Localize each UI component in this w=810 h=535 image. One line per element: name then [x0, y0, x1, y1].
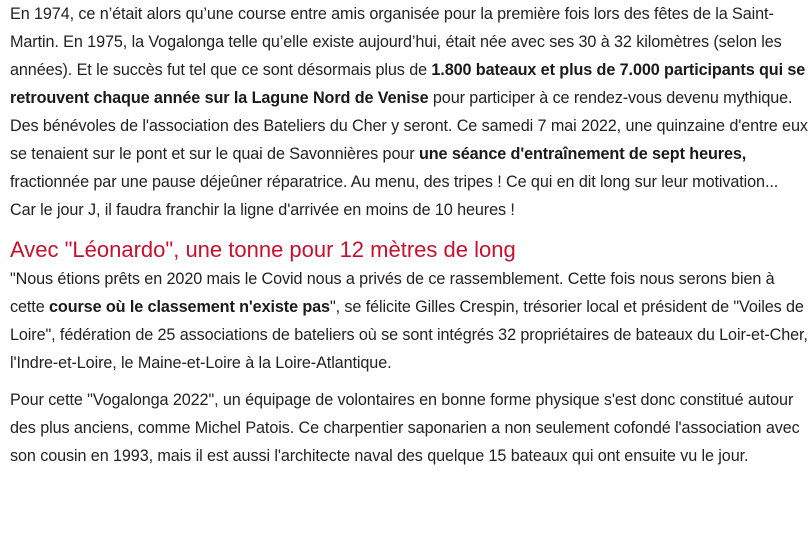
paragraph-volunteers-bold: une séance d'entraînement de sept heures,	[418, 145, 747, 163]
paragraph-quote	[10, 265, 808, 377]
paragraph-quote-text-2: ", se félicite Gilles Crespin, trésorier local et président de "Voiles de Loire", fédération de 25 associations de bateliers où se sont intégrés 32 propriétaires de bateaux du Loir-et-Cher, l'Indre-et-Loire, le Maine-et-Loire à la Loire-Atlantique.	[10, 298, 808, 372]
paragraph-volunteers-text-2: fractionnée par une pause déjeûner réparatrice. Au menu, des tripes ! Ce qui en dit long sur leur motivation... Car le jour J, il faudra franchir la ligne d'arrivée en moins de 10 heures !	[10, 173, 779, 219]
paragraph-quote-text-1: "Nous étions prêts en 2020 mais le Covid nous a privés de ce rassemblement. Cette fois nous serons bien à cette	[10, 270, 775, 316]
paragraph-quote-bold: course où le classement n'existe pas	[49, 298, 330, 316]
paragraph-volunteers	[10, 112, 808, 224]
paragraph-volunteers-text-1: Des bénévoles de l'association des Bateliers du Cher y seront. Ce samedi 7 mai 2022, une quinzaine d'entre eux se tenaient sur le pont et sur le quai de Savonnières pour	[10, 117, 808, 163]
paragraph-history-text-1: En 1974, ce n’était alors qu’une course entre amis organisée pour la première fois lors des fêtes de la Saint-Martin. En 1975, la Vogalonga telle qu’elle existe aujourd’hui, était née avec ses 30 à 32 kilomètres (selon les années). Et le succès fut tel que ce sont désormais plus de	[10, 5, 782, 79]
paragraph-history-bold: 1.800 bateaux et plus de 7.000 participants qui se retrouvent chaque année sur la Lagune Nord de Venise	[10, 61, 806, 107]
section-heading: Avec "Léonardo", une tonne pour 12 mètres de long	[10, 237, 516, 262]
article-body	[10, 0, 808, 470]
paragraph-history	[10, 0, 808, 112]
paragraph-history-text-2: pour participer à ce rendez-vous devenu mythique.	[428, 89, 793, 107]
paragraph-crew-text: Pour cette "Vogalonga 2022", un équipage de volontaires en bonne forme physique s'est donc constitué autour des plus anciens, comme Michel Patois. Ce charpentier saponarien a non seulement cofondé l'association avec son cousin en 1993, mais il est aussi l'architecte naval des quelque 15 bateaux qui ont ensuite vu le jour.	[10, 391, 800, 465]
paragraph-crew	[10, 386, 808, 470]
